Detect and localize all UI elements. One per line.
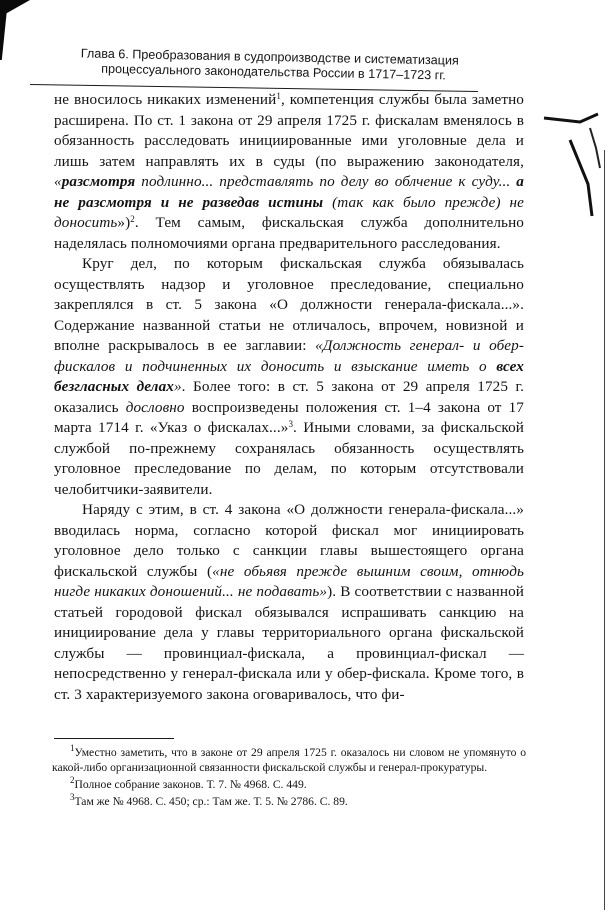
text-run: . Тем самым, фискальская служба дополнительно наделялась полномочиями органа предварительного расследования.	[54, 214, 524, 252]
footnote-1	[52, 745, 526, 775]
footnote-ref-3: 3	[288, 419, 294, 429]
footnote-number: 2	[70, 775, 75, 785]
footnote-text: Уместно заметить, что в законе от 29 апреля 1725 г. оказалось ни словом не упомянуто о какой-либо организационной связанности фискальской службы и генерал-прокуратуры.	[52, 746, 526, 774]
text-run: »)	[117, 214, 131, 231]
italic-run: «	[54, 173, 62, 190]
running-header	[59, 46, 479, 84]
text-run: Наряду с этим, в ст. 4 закона «О должности генерала-фискала...» вводилась норма, согласно которой фискал мог инициировать уголовное дело только с санкции главы вышестоящего органа фискальской службы (	[54, 501, 524, 580]
footnote-rule	[54, 738, 174, 739]
text-run: ). В соответствии с названной статьей городовой фискал обязывался испрашивать санкцию на инициирование дела у главы территориального органа фискальской службы — провинциал-фискала, а провинциал-фискал — непосредственно у генерал-фискала или у обер-фискала. Кроме того, в ст. 3 характеризуемого закона оговаривалось, что фи-	[54, 583, 524, 703]
text-run: воспроизведены положения ст. 1–4 закона от 17 марта 1714 г. «Указ о фискалах...»	[54, 398, 524, 436]
paragraph-1	[54, 90, 524, 254]
footnote-ref-1: 1	[276, 91, 281, 101]
paragraph-3	[54, 500, 524, 705]
text-run: , компетенция службы была заметно расширена. По ст. 1 закона от 29 апреля 1725 г. фискалам вменялось в обязанность расследовать инициированные ими уголовные дела и лишь затем направлять их в суды (по выражению законодателя,	[54, 91, 524, 170]
footnote-3	[52, 794, 526, 809]
text-run: не вносилось никаких изменений	[54, 91, 277, 108]
scan-corner-mark	[0, 0, 30, 60]
running-header-line-1: Глава 6. Преобразования в судопроизводстве и систематизация	[80, 46, 459, 68]
text-run: . Более того: в ст. 5 закона от 29 апреля 1725 г. оказались	[54, 378, 524, 416]
bold-italic-run: всех безгласных делах	[54, 357, 524, 395]
footnote-ref-2: 2	[130, 214, 135, 224]
italic-run: дословно	[125, 398, 185, 416]
footnote-number: 1	[70, 743, 75, 753]
footnote-number: 3	[70, 792, 75, 802]
italic-run: «не обьявя прежде вышним своим, отнюдь нигде никаких доношений... не подавать»	[54, 562, 524, 600]
running-header-line-2: процессуального законодательства России в 1717–1723 гг.	[101, 61, 446, 83]
footnote-text: Полное собрание законов. Т. 7. № 4968. С. 449.	[74, 778, 307, 791]
paragraph-2	[54, 254, 524, 500]
scan-right-edge-line	[604, 150, 605, 910]
footnote-2	[52, 777, 526, 792]
bold-italic-run: а не разсмотря и не разведав истины	[54, 173, 524, 211]
italic-run: «Должность генерал- и обер-фискалов и подчиненных их доносить и взыскание иметь о	[54, 337, 524, 375]
main-text	[54, 90, 524, 705]
italic-run: »	[173, 378, 182, 395]
text-run: Круг дел, по которым фискальская служба обязывалась осуществлять надзор и уголовное преследование, специально закреплялся в ст. 5 закона «О должности генерала-фискала...». Содержание названной статьи не отличалось, впрочем, новизной и вполне раскрывалось в ее заглавии:	[54, 255, 524, 354]
scan-edge-strokes	[540, 88, 611, 218]
italic-run: подлинно... представлять по делу во облчение к суду...	[135, 173, 517, 190]
italic-run: (так как было прежде) не доносить	[54, 193, 524, 231]
footnote-text: Там же № 4968. С. 450; ср.: Там же. Т. 5. № 2786. С. 89.	[74, 795, 348, 808]
footnotes	[52, 738, 526, 811]
text-run: . Иными словами, за фискальской службой по-прежнему сохранялась обязанность осуществлять уголовное преследование по делам, по которым отсутствовали челобитчики-заявители.	[54, 419, 524, 498]
bold-italic-run: разсмотря	[61, 173, 136, 190]
